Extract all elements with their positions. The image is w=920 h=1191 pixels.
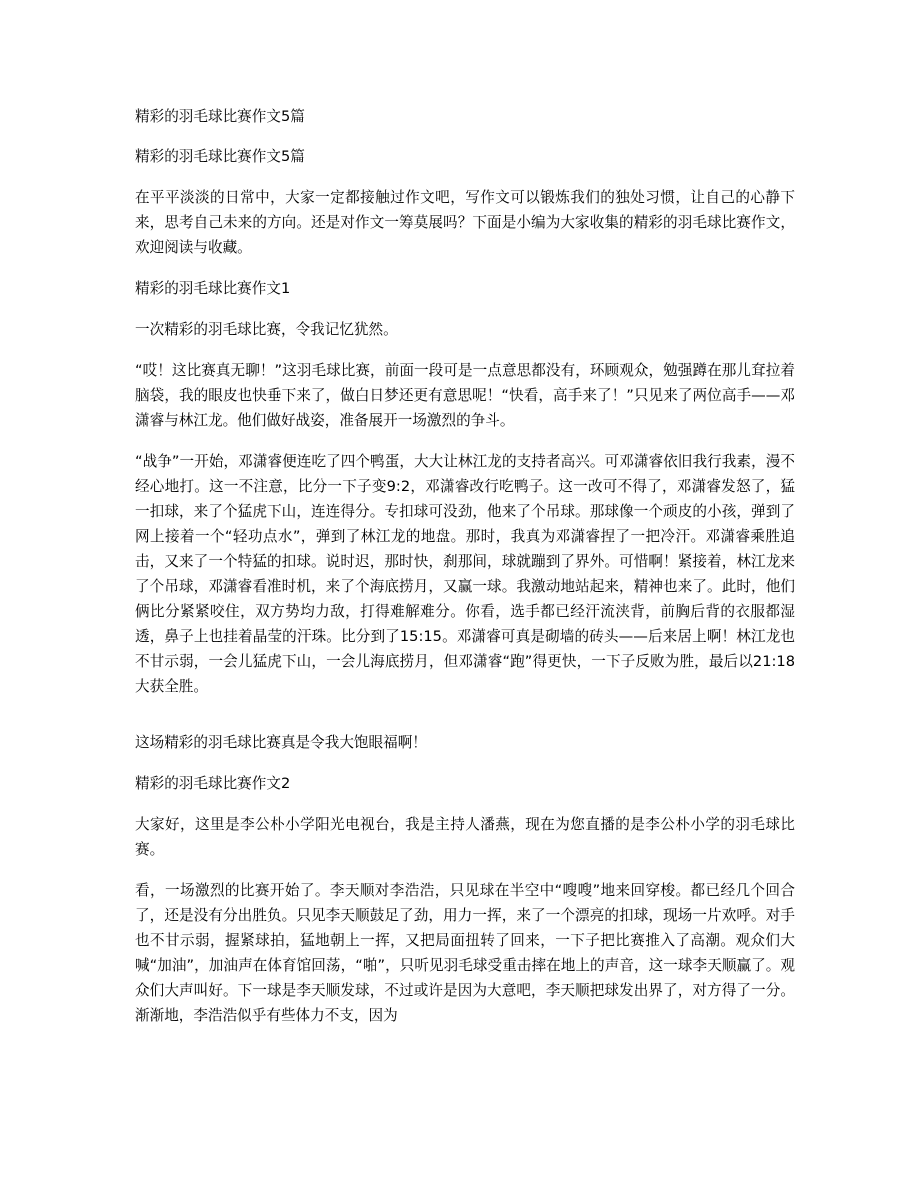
essay-2-paragraph: 大家好，这里是李公朴小学阳光电视台，我是主持人潘燕，现在为您直播的是李公朴小学的羽毛球比赛。 (135, 816, 795, 858)
essay-1-paragraph: “哎！这比赛真无聊！”这羽毛球比赛，前面一段可是一点意思都没有，环顾观众，勉强蹲在那儿耷拉着脑袋，我的眼皮也快垂下来了，做白日梦还更有意思呢！“快看，高手来了！”只见来了两位高手——邓潇睿与林江龙。他们做好战姿，准备展开一场激烈的争斗。 (135, 362, 795, 429)
essay-1-paragraph: 一次精彩的羽毛球比赛，令我记忆犹然。 (135, 321, 398, 338)
essay-1-heading: 精彩的羽毛球比赛作文1 (135, 280, 291, 297)
document-title: 精彩的羽毛球比赛作文5篇 (135, 108, 305, 125)
essay-1-conclusion: 这场精彩的羽毛球比赛真是令我大饱眼福啊！ (135, 734, 427, 751)
essay-1-paragraph: “战争”一开始，邓潇睿便连吃了四个鸭蛋，大大让林江龙的支持者高兴。可邓潇睿依旧我行我素，漫不经心地打。这一不注意，比分一下子变9:2，邓潇睿改行吃鸭子。这一改可不得了，邓潇睿发怒了，猛一扣球，来了个猛虎下山，连连得分。专扣球可没劲，他来了个吊球。那球像一个顽皮的小孩，弹到了网上接着一个“轻功点水”，弹到了林江龙的地盘。那时，我真为邓潇睿捏了一把冷汗。邓潇睿乘胜追击，又来了一个特猛的扣球。说时迟，那时快，刹那间，球就蹦到了界外。可惜啊！紧接着，林江龙来了个吊球，邓潇睿看准时机，来了个海底捞月，又赢一球。我激动地站起来，精神也来了。此时，他们俩比分紧紧咬住，双方势均力敌，打得难解难分。你看，选手都已经汗流浃背，前胸后背的衣服都湿透，鼻子上也挂着晶莹的汗珠。比分到了15:15。邓潇睿可真是砌墙的砖头——后来居上啊！林江龙也不甘示弱，一会儿猛虎下山，一会儿海底捞月，但邓潇睿“跑”得更快，一下子反败为胜，最后以21:18大获全胜。 (135, 453, 795, 695)
essay-2-heading: 精彩的羽毛球比赛作文2 (135, 775, 291, 792)
essay-2-paragraph: 看，一场激烈的比赛开始了。李天顺对李浩浩，只见球在半空中“嗖嗖”地来回穿梭。都已经几个回合了，还是没有分出胜负。只见李天顺鼓足了劲，用力一挥，来了一个漂亮的扣球，现场一片欢呼。对手也不甘示弱，握紧球拍，猛地朝上一挥，又把局面扭转了回来，一下子把比赛推入了高潮。观众们大喊“加油”，加油声在体育馆回荡，“啪”，只听见羽毛球受重击摔在地上的声音，这一球李天顺赢了。观众们大声叫好。下一球是李天顺发球，不过或许是因为大意吧，李天顺把球发出界了，对方得了一分。渐渐地，李浩浩似乎有些体力不支，因为 (135, 882, 795, 1024)
intro-paragraph: 在平平淡淡的日常中，大家一定都接触过作文吧，写作文可以锻炼我们的独处习惯，让自己的心静下来，思考自己未来的方向。还是对作文一筹莫展吗？下面是小编为大家收集的精彩的羽毛球比赛作文，欢迎阅读与收藏。 (135, 189, 795, 256)
document-page (135, 105, 795, 1028)
document-subtitle: 精彩的羽毛球比赛作文5篇 (135, 148, 305, 165)
